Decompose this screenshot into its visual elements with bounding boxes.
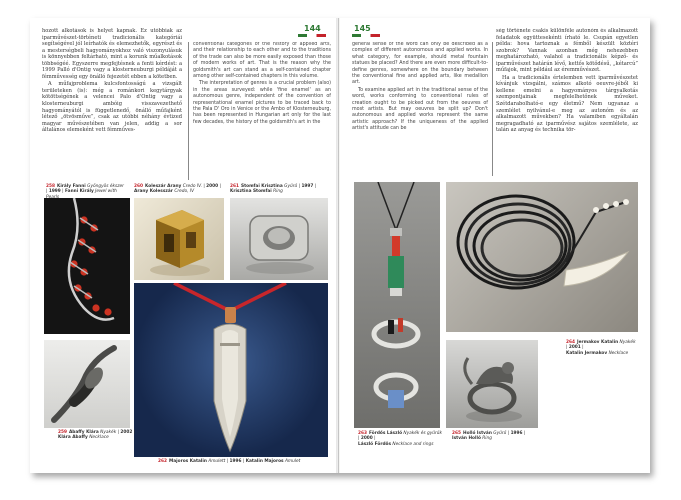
brass-cube-image [134,198,224,280]
paragraph: general sense of the word can only be described as a complex of different autonomous and applied works. In what category, for example, should metal fountain statues be placed? And there are even more difficult-to-define genres, somewhere on the boundary between the conventional fine and applied arts, like medallion art. [352,42,488,86]
caption-260: 260 Koleszár Arany Credo IV. | 2000 | Arany Kolesszár Credo, IV [134,184,221,195]
photo-260-brass-object [134,198,224,280]
paragraph: conventional categories of the history of applied arts, and their relationship to each other and to the traditions of the trade can also be more easily exposed than those of modern works of art. That is the reason why the goldsmith's art can stand as a self-contained chapter among other self-contained chapters in this volume. [193,42,331,80]
paragraph: ség története csakis különféle autonóm és alkalmazott feladatok együttesekénti írható le. Csupán egyetlen példa: hova tartoznak a fémből készült köztéri szobrok? Vannak azonban még nehezebben meghatározható, valahol a tradicionális képző- és iparművészet határán lévő, kettős kötődésű, „kétarcú” műfajok, mint például az éremművészet. [496,28,638,74]
photo-262-amulet [134,283,328,457]
necklace-red-beads-image [44,198,130,334]
photo-263-necklace-rings [354,182,440,428]
photo-258-necklace [44,198,130,334]
amulet-red-cord-image [134,283,328,457]
left-hu-column [42,28,182,180]
caption-261: 261 Stomfai Krisztina Gyűrű | 1997 | Krisztina Stomfai Ring [230,184,317,195]
caption-265: 265 Holló István Gyűrű | 1996 | István Holló Ring [452,431,526,442]
right-page [340,18,650,473]
right-en-column [352,42,493,176]
caption-264: 264 Jermakov Katalin Nyakék | 2001 | Katalin Jermakov Necklace [566,340,636,356]
silver-ring-image [230,198,328,280]
paragraph: hozott alkotások is helyet kapnak. Ez utóbbiak az iparművészet-történeti tradicionális kategóriái segítségével jól leírhatók és elemezhetők, egyrészt és a mesterségbeli hagyományokhoz való viszonyulásuk is könnyebben feltárható, mint a korunk műalkotások többségéé. Egyszerre megfejtésnek a fenti kérdést: a 1999 Palló d'Ontig vagy a klosterneuburgi példáját a fémművesség egy önálló fejezetét ebben a kötetben. [42,28,182,80]
necklace-and-rings-image [354,182,440,428]
paragraph: A műfajproblema kulcsfontosságú a vizsgált területeken (is): még a románkori kegytárgyak kötöttségének a velencei Palo d'Ontig vagy a klosterneuburgi ambóig visszavezethető hagyományától is függetlenedő, önálló műfajként létező „ötvösműve”, csak az utóbbi néhány évtized magyar művészetében van jelen, addig a sor általános elemeként vett fémműves- [42,81,182,134]
dark-necklace-image [44,340,130,428]
book-spread [30,18,650,473]
photo-264-necklace [446,182,638,332]
photo-261-silver-ring [230,198,328,280]
left-page [30,18,339,473]
caption-262: 262 Majoros Katalin Amulett | 1996 | Katalin Majoros Amulet [158,459,301,464]
caption-258: 258 Király Fanni Gyöngyös ékszer | 1999 | Fanni Király Jewel with [46,184,124,195]
photo-265-ring [446,340,538,428]
paragraph: To examine applied art in the traditional sense of the word, works conforming to conventional rules of creation ought to be picked out from the oeuvres of most artists. But may oeuvres be split up? Don't autonomous and applied works represent the same artistic approach? If the uniqueness of the applied artist's attitude can be [352,87,488,132]
caption-259: 259 Abaffy Klára Nyakék | 2002 | Klára Abaffy Necklace [58,430,136,441]
paragraph: Ha a tradicionális értelemben vett iparművészetet kívánjuk vizsgálni, számos alkotó oeuvre-jéből ki kellene emelni a hagyományos tárgyalkotás szempontjainak megfelelhetőnek műveket. Szétdarabolható-e egy életmű? Nem ugyanaz a szemlélet nyilvánul-e meg az autonóm és az alkalmazott művekben? Ha valamiben egyáltalán megragadható az iparművész sajátos szemlélete, az talán az anyag és technika tör- [496,74,638,134]
photo-259-necklace [44,340,130,428]
page-number-left: 144 [304,24,321,33]
right-hu-column [496,28,638,176]
page-number-right: 145 [354,24,371,33]
caption-263: 263 Fördős László Nyakék és gyűrűk | 2000 | László Fördős Necklace and rings [358,431,443,447]
left-en-column [188,42,331,180]
page-number-bar-right [352,34,380,37]
figurative-ring-image [446,340,538,428]
page-number-bar-left [298,34,326,37]
black-cord-necklace-image [446,182,638,332]
paragraph: The interpretation of genres is a crucial problem (also) in the areas surveyed: while 'fine enamel' as an autonomous genre, independent of the convention of representational enamel pictures to be traced back to the Pala D' Oro in Venice or the Ambo of Klosterneuburg, has been represented in Hungarian art only for the last few decades, the history of the goldsmith's art in the [193,81,331,125]
